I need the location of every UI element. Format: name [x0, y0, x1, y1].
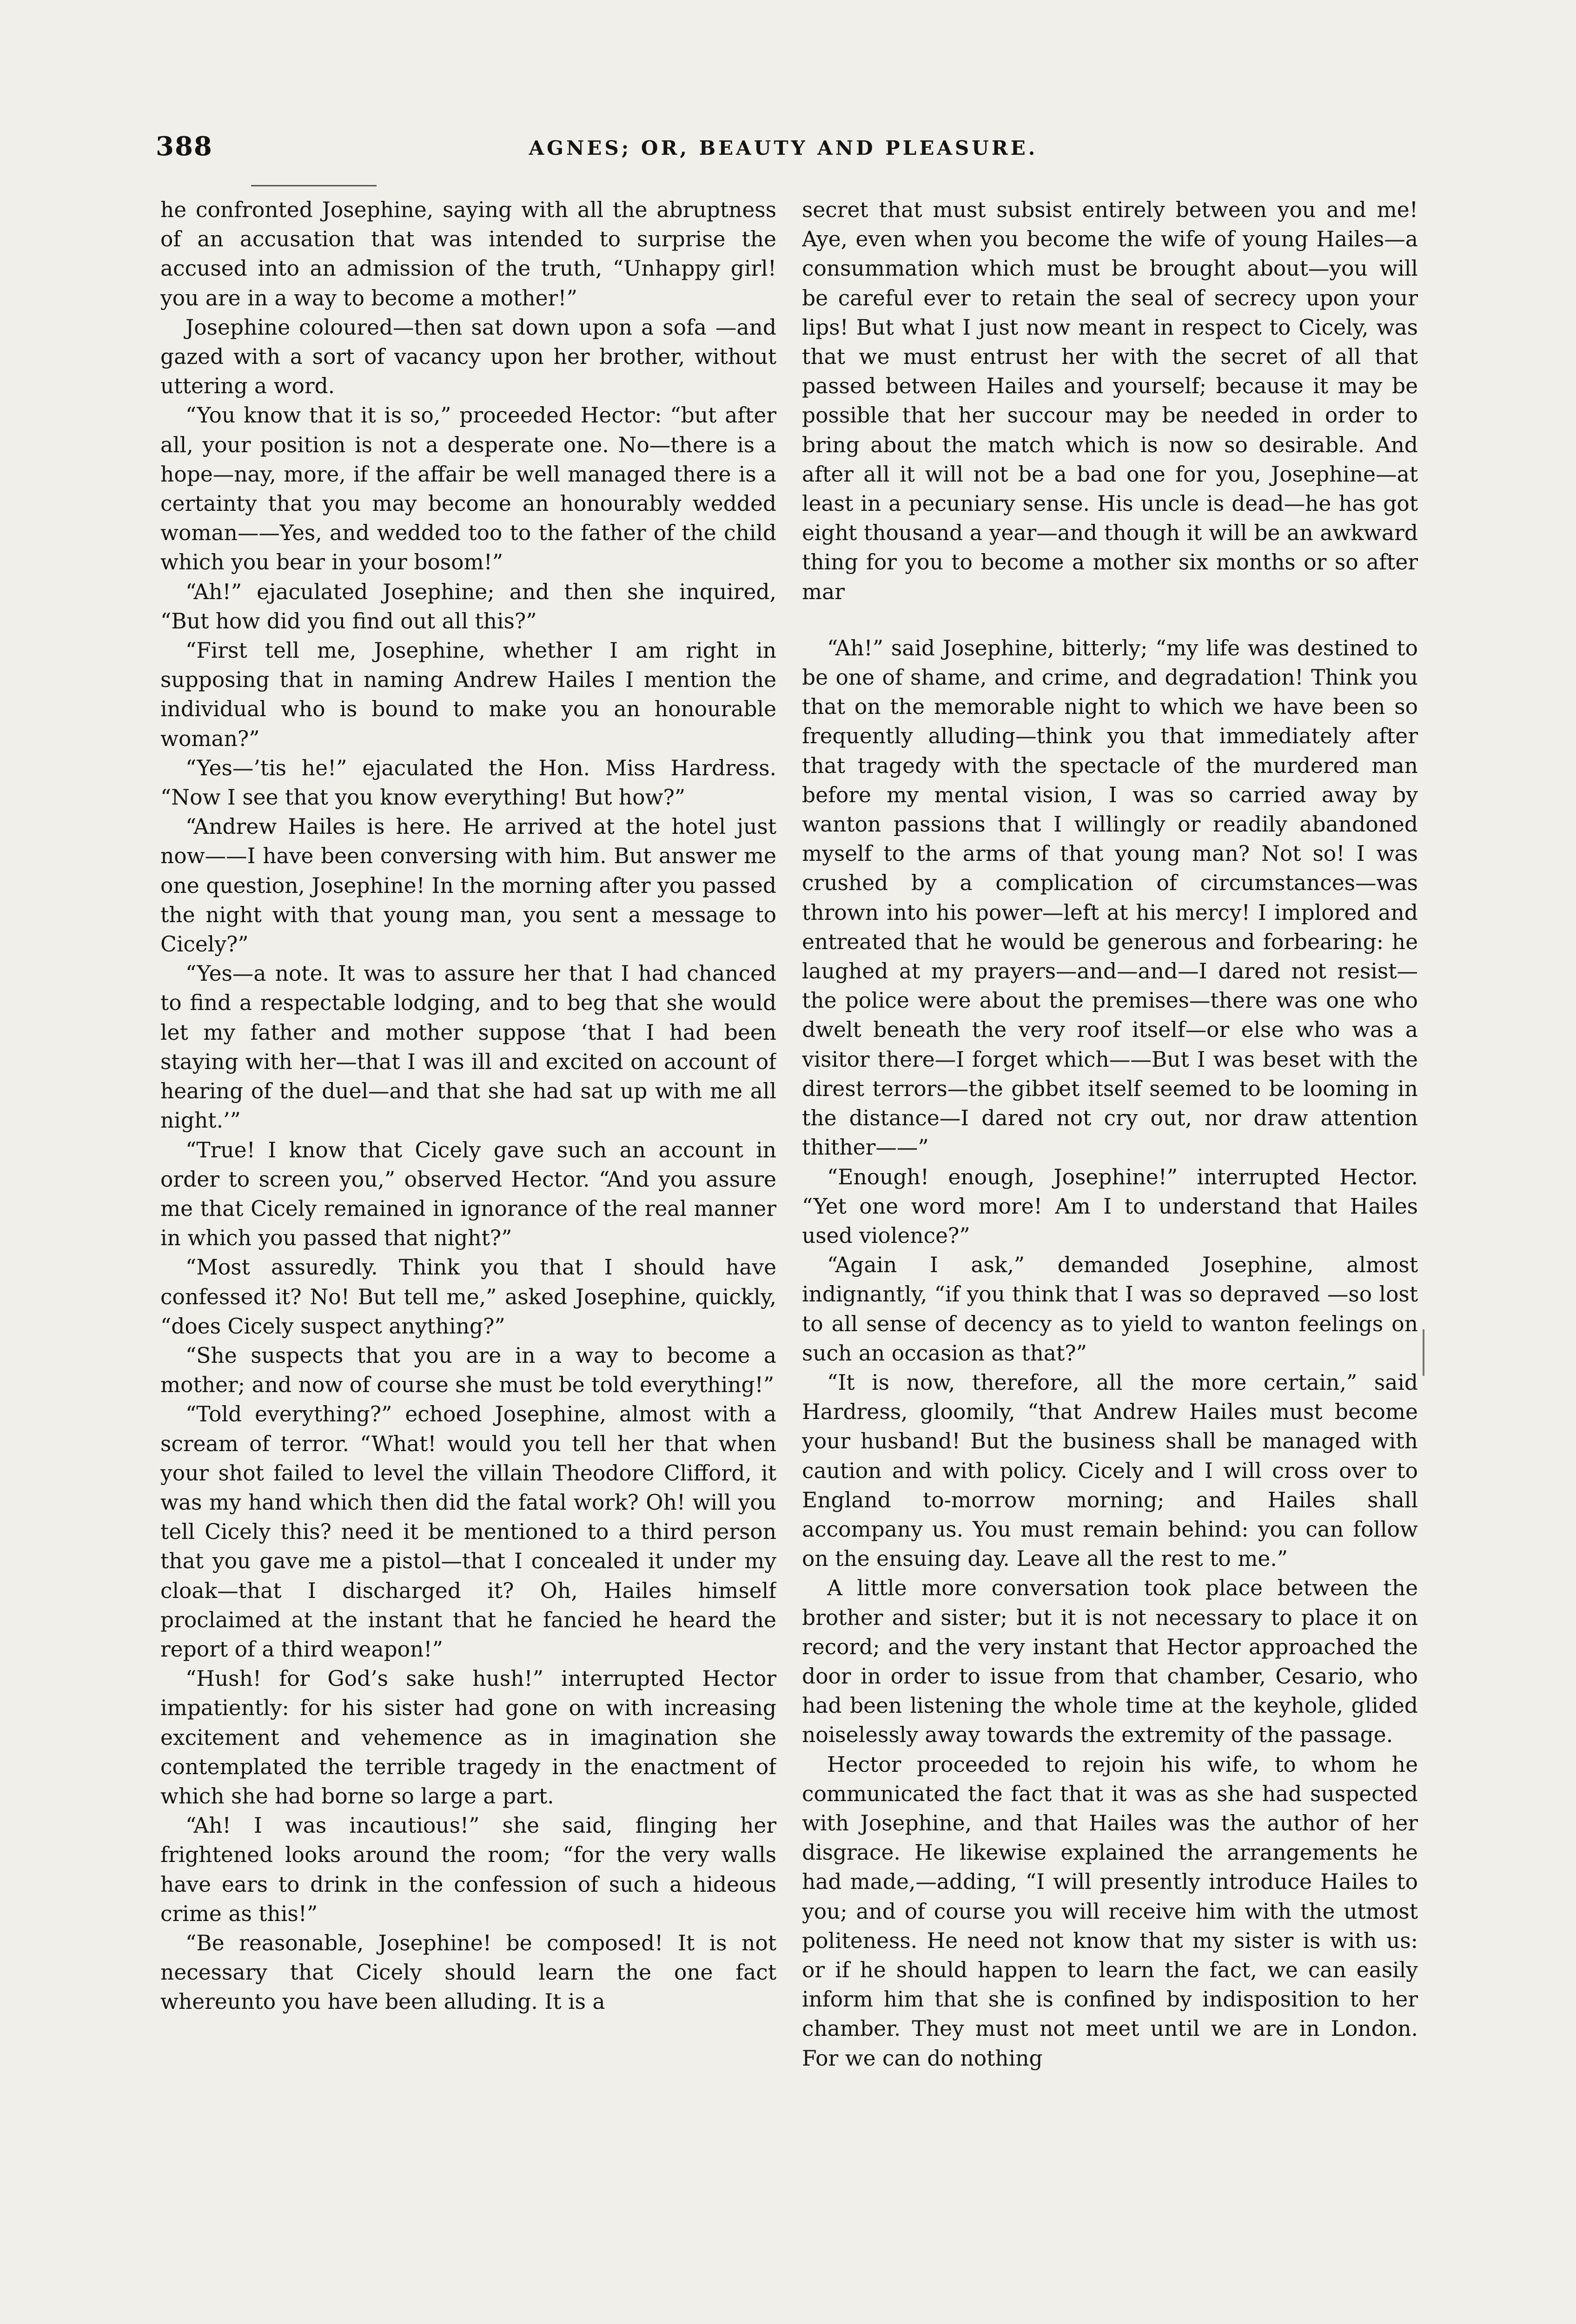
paragraph: “Yes—’tis he!” ejaculated the Hon. Miss Hardress. “Now I see that you know everything! But how?”	[160, 755, 776, 810]
paragraph: “Enough! enough, Josephine!” interrupted Hector. “Yet one word more! Am I to understand that Hailes used violence?”	[802, 1164, 1418, 1248]
paragraph: A little more conversation took place between the brother and sister; but it is not necessary to place it on record; and the very instant that Hector approached the door in order to issue from that chamber, Cesario, who had been listening the whole time at the keyhole, glided noiselessly away towards the extremity of the passage.	[802, 1576, 1418, 1748]
paragraph: Josephine coloured—then sat down upon a sofa —and gazed with a sort of vacancy upon her brother, without uttering a word.	[160, 315, 776, 399]
left-text-column	[160, 195, 776, 2273]
running-title: AGNES; OR, BEAUTY AND PLEASURE.	[529, 137, 1038, 159]
paragraph: “First tell me, Josephine, whether I am right in supposing that in naming Andrew Hailes I mention the individual who is bound to make you an honourable woman?”	[160, 638, 776, 751]
paragraph: “She suspects that you are in a way to become a mother; and now of course she must be told everything!”	[160, 1343, 776, 1398]
paragraph: “Andrew Hailes is here. He arrived at the hotel just now——I have been conversing with him. But answer me one question, Josephine! In the morning after you passed the night with that young man, you sent a message to Cicely?”	[160, 814, 776, 957]
paragraph: “You know that it is so,” proceeded Hector: “but after all, your position is not a desperate one. No—there is a hope—nay, more, if the affair be well managed there is a certainty that you may become an honourably wedded woman——Yes, and wedded too to the father of the child which you bear in your bosom!”	[160, 403, 776, 575]
paragraph: “Yes—a note. It was to assure her that I had chanced to find a respectable lodging, and to beg that she would let my father and mother suppose ‘that I had been staying with her—that I was ill and excited on account of hearing of the duel—and that she had sat up with me all night.’”	[160, 961, 776, 1133]
scan-margin-mark	[1423, 1329, 1424, 1376]
paragraph: “Told everything?” echoed Josephine, almost with a scream of terror. “What! would you tell her that when your shot failed to level the villain Theodore Clifford, it was my hand which then did the fatal work? Oh! will you tell Cicely this? need it be mentioned to a third person that you gave me a pistol—that I concealed it under my cloak—that I discharged it? Oh, Hailes himself proclaimed at the instant that he fancied he heard the report of a third weapon!”	[160, 1402, 776, 1662]
paragraph: “Most assuredly. Think you that I should have confessed it? No! But tell me,” asked Josephine, quickly, “does Cicely suspect anything?”	[160, 1255, 776, 1339]
right-text-column	[802, 195, 1418, 2273]
page-number: 388	[156, 131, 213, 162]
paragraph: “Hush! for God’s sake hush!” interrupted Hector impatiently: for his sister had gone on with increasing excitement and vehemence as in imagination she contemplated the terrible tragedy in the enactment of which she had borne so large a part.	[160, 1666, 776, 1809]
paragraph: he confronted Josephine, saying with all the abruptness of an accusation that was intended to surprise the accused into an admission of the truth, “Unhappy girl! you are in a way to become a mother!”	[160, 198, 776, 310]
paragraph: “Ah!” ejaculated Josephine; and then she inquired, “But how did you find out all this?”	[160, 579, 776, 634]
paragraph: “True! I know that Cicely gave such an account in order to screen you,” observed Hector. “And you assure me that Cicely remained in ignorance of the real manner in which you passed that night?”	[160, 1137, 776, 1251]
header-rule	[251, 185, 377, 186]
paragraph: “Ah! I was incautious!” she said, flinging her frightened looks around the room; “for the very walls have ears to drink in the confession of such a hideous crime as this!”	[160, 1813, 776, 1926]
paragraph: “Ah!” said Josephine, bitterly; “my life was destined to be one of shame, and crime, and degradation! Think you that on the memorable night to which we have been so frequently alluding—think you that immediately after that tragedy with the spectacle of the murdered man before my mental vision, I was so carried away by wanton passions that I willingly or readily abandoned myself to the arms of that young man? Not so! I was crushed by a complication of circumstances—was thrown into his power—left at his mercy! I implored and entreated that he would be generous and forbearing: he laughed at my prayers—and—and—I dared not resist—the police were about the premises—there was one who dwelt beneath the very roof itself—or else who was a visitor there—I forget which——But I was beset with the direst terrors—the gibbet itself seemed to be looming in the distance—I dared not cry out, nor draw attention thither——”	[802, 635, 1418, 1160]
paragraph: “Again I ask,” demanded Josephine, almost indignantly, “if you think that I was so depraved —so lost to all sense of decency as to yield to wanton feelings on such an occasion as that?”	[802, 1253, 1418, 1366]
paragraph: Hector proceeded to rejoin his wife, to whom he communicated the fact that it was as she had suspected with Josephine, and that Hailes was the author of her disgrace. He likewise explained the arrangements he had made,—adding, “I will presently introduce Hailes to you; and of course you will receive him with the utmost politeness. He need not know that my sister is with us: or if he should happen to learn the fact, we can easily inform him that she is confined by indisposition to her chamber. They must not meet until we are in London. For we can do nothing	[802, 1752, 1418, 2071]
paragraph: “Be reasonable, Josephine! be composed! It is not necessary that Cicely should learn the one fact whereunto you have been alluding. It is a	[160, 1930, 776, 2014]
page-header	[156, 131, 1411, 168]
paragraph: secret that must subsist entirely between you and me! Aye, even when you become the wife of young Hailes—a consummation which must be brought about—you will be careful ever to retain the seal of secrecy upon your lips! But what I just now meant in respect to Cicely, was that we must entrust her with the secret of all that passed between Hailes and yourself; because it may be possible that her succour may be needed in order to bring about the match which is now so desirable. And after all it will not be a bad one for you, Josephine—at least in a pecuniary sense. His uncle is dead—he has got eight thousand a year—and though it will be an awkward thing for you to become a mother six months or so after mar	[802, 198, 1418, 604]
paragraph: “It is now, therefore, all the more certain,” said Hardress, gloomily, “that Andrew Hailes must become your husband! But the business shall be managed with caution and with policy. Cicely and I will cross over to England to-morrow morning; and Hailes shall accompany us. You must remain behind: you can follow on the ensuing day. Leave all the rest to me.”	[802, 1370, 1418, 1571]
